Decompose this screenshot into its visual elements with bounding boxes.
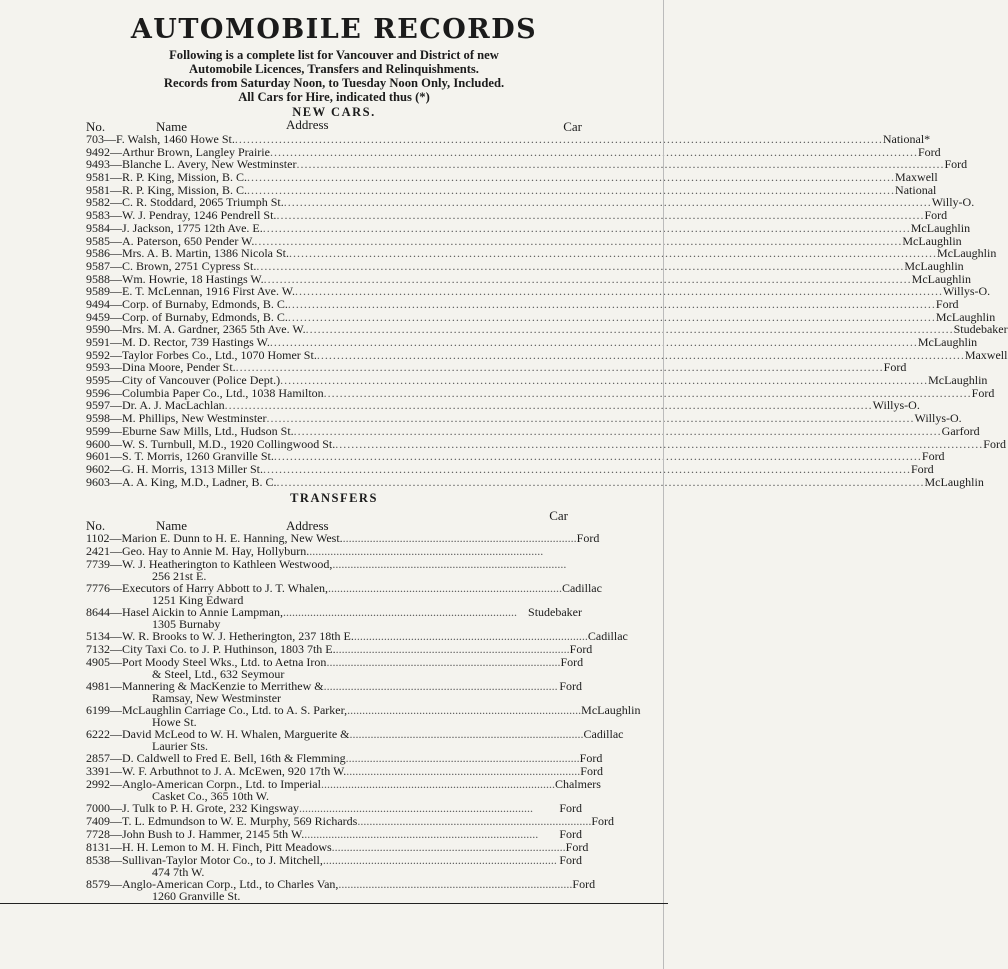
- transfer-entry: [86, 606, 582, 630]
- entry-text: 9597—Dr. A. J. MacLachlan: [86, 398, 225, 413]
- car-make: Ford: [971, 385, 995, 400]
- col-address: Address: [286, 117, 329, 132]
- entry-text: 9583—W. J. Pendray, 1246 Pendrell St.: [86, 208, 277, 223]
- car-make: McLaughlin: [902, 233, 962, 248]
- new-cars-column-headers: [86, 117, 582, 134]
- entry-continuation: 474 7th W.: [152, 865, 205, 880]
- dot-leader: ..............................................................................: [331, 840, 566, 855]
- car-make: McLaughlin: [924, 474, 984, 489]
- intro-line: Following is a complete list for Vancouver and District of new: [169, 48, 499, 62]
- entry-text: 3391—W. F. Arbuthnot to J. A. McEwen, 920 17th W.: [86, 764, 347, 779]
- entry-text: 9586—Mrs. A. B. Martin, 1386 Nicola St.: [86, 246, 289, 261]
- entry-continuation: Ramsay, New Westminster: [152, 691, 282, 706]
- dot-leader: [277, 476, 925, 489]
- car-make: Ford: [565, 840, 589, 855]
- entry-text: 9596—Columbia Paper Co., Ltd., 1038 Hamilton: [86, 385, 324, 400]
- car-make: McLaughlin: [917, 335, 978, 349]
- new-car-entry: [86, 411, 962, 426]
- car-make: Cadillac: [583, 727, 624, 742]
- dot-leader: ..............................................................................: [349, 727, 584, 742]
- new-car-entry: [86, 423, 980, 438]
- entry-text: 8131—H. H. Lemon to M. H. Finch, Pitt Meadows: [86, 840, 332, 855]
- dot-leader: ..............................................................................: [322, 853, 557, 868]
- entry-text: 7409—T. L. Edmundson to W. E. Murphy, 569 Richards: [86, 814, 358, 829]
- entry-text: 7000—J. Tulk to P. H. Grote, 232 Kingsway: [86, 801, 300, 816]
- dot-leader: ..............................................................................: [304, 827, 539, 842]
- entry-text: 9598—M. Phillips, New Westminster: [86, 411, 267, 426]
- entry-text: 2421—Geo. Hay to Annie M. Hay, Hollyburn.: [86, 544, 310, 559]
- entry-text: 9599—Eburne Saw Mills, Ltd., Hudson St.: [86, 423, 294, 438]
- dot-leader: ..............................................................................: [320, 777, 555, 792]
- dot-leader: [294, 425, 942, 438]
- dot-leader: ..............................................................................: [342, 531, 577, 546]
- entry-continuation: Casket Co., 365 10th W.: [152, 789, 270, 804]
- entry-text: 9584—J. Jackson, 1775 12th Ave. E.: [86, 220, 263, 235]
- car-make: Willy-O.: [931, 195, 975, 210]
- entry-text: 9588—Wm. Howrie, 18 Hastings W.: [86, 271, 264, 286]
- car-make: Ford: [911, 461, 934, 476]
- new-car-entry: [86, 335, 978, 349]
- car-make: Ford: [917, 144, 941, 159]
- intro-line: All Cars for Hire, indicated thus (*): [238, 90, 430, 104]
- new-car-entry: [86, 449, 945, 464]
- transfer-entry: [86, 777, 601, 804]
- car-make: Cadillac: [561, 581, 602, 596]
- new-car-entry: [86, 373, 988, 388]
- entry-text: 7739—W. J. Heatherington to Kathleen Westwood,: [86, 557, 333, 572]
- transfer-entry: [86, 656, 582, 680]
- new-car-entry: [86, 296, 959, 311]
- new-car-entry: [86, 220, 971, 235]
- dot-leader: [263, 222, 911, 235]
- col-car: Car: [563, 119, 582, 134]
- dot-leader: ..............................................................................: [327, 581, 562, 596]
- car-make: McLaughlin: [928, 373, 988, 388]
- entry-text: 9492—Arthur Brown, Langley Prairie: [86, 144, 270, 159]
- col-car: Car: [549, 508, 568, 524]
- car-make: Ford: [569, 642, 593, 657]
- col-name: Name: [156, 119, 188, 134]
- entry-text: 2857—D. Caldwell to Fred E. Bell, 16th & Flemming: [86, 751, 346, 766]
- car-make: McLaughlin: [935, 309, 996, 324]
- entry-continuation: & Steel, Ltd., 632 Seymour: [152, 667, 285, 682]
- dot-leader: [288, 298, 936, 311]
- dot-leader: [274, 450, 922, 463]
- col-no: No.: [86, 518, 106, 534]
- entry-text: 9493—Blanche L. Avery, New Westminster: [86, 157, 297, 172]
- new-car-entry: [86, 474, 984, 489]
- entry-text: 6199—McLaughlin Carriage Co., Ltd. to A. S. Parker,: [86, 703, 348, 718]
- entry-continuation: 1251 King Edward: [152, 593, 244, 608]
- dot-leader: [247, 171, 895, 184]
- new-car-entry: [86, 461, 934, 476]
- car-make: National*: [882, 132, 931, 146]
- intro-line: Records from Saturday Noon, to Tuesday Noon Only, Included.: [163, 76, 505, 90]
- car-make: Willys-O.: [914, 411, 962, 426]
- car-make: Ford: [560, 655, 584, 670]
- car-make: Cadillac: [587, 629, 628, 644]
- car-make: Ford: [944, 157, 968, 172]
- car-make: Ford: [591, 814, 614, 829]
- transfers-column-headers: [86, 506, 582, 532]
- dot-leader: ..............................................................................: [282, 605, 517, 620]
- car-make: National: [895, 182, 937, 197]
- car-make: McLaughlin: [904, 258, 964, 273]
- transfers-list: [86, 531, 641, 904]
- dot-leader: ..............................................................................: [332, 557, 567, 572]
- car-make: McLaughlin: [911, 271, 971, 286]
- entry-text: 9587—C. Brown, 2751 Cypress St.: [86, 258, 257, 273]
- car-make: Willys-O.: [943, 284, 991, 299]
- intro-line: Automobile Licences, Transfers and Relinquishments.: [189, 62, 479, 76]
- dot-leader: ..............................................................................: [357, 814, 592, 829]
- new-car-entry: [86, 208, 948, 223]
- dot-leader: ..............................................................................: [347, 703, 582, 718]
- entry-text: 7776—Executors of Harry Abbott to J. T. Whalen,: [86, 581, 328, 596]
- transfer-entry: [86, 581, 602, 608]
- entry-text: 9459—Corp. of Burnaby, Edmonds, B. C.: [86, 309, 288, 324]
- page-edge: [663, 0, 664, 969]
- bottom-rule: [0, 903, 668, 904]
- dot-leader: [266, 412, 914, 425]
- new-car-entry: [86, 132, 931, 146]
- dot-leader: [235, 133, 883, 146]
- new-car-entry: [86, 246, 997, 261]
- car-make: Ford: [559, 679, 582, 694]
- new-cars-list: [86, 132, 1008, 489]
- dot-leader: [263, 463, 911, 476]
- transfers-heading: TRANSFERS: [290, 491, 378, 506]
- entry-continuation: Howe St.: [152, 715, 197, 730]
- entry-text: 9592—Taylor Forbes Co., Ltd., 1070 Homer St.: [86, 347, 317, 362]
- entry-text: 6222—David McLeod to W. H. Whalen, Marguerite &: [86, 727, 350, 742]
- dot-leader: ..............................................................................: [353, 629, 588, 644]
- entry-text: 4981—Mannering & MacKenzie to Merrithew &: [86, 679, 324, 694]
- new-cars-heading: NEW CARS.: [292, 105, 376, 119]
- entry-text: 9590—Mrs. M. A. Gardner, 2365 5th Ave. W.: [86, 322, 306, 337]
- dot-leader: [280, 374, 928, 387]
- dot-leader: ..............................................................................: [338, 877, 573, 892]
- car-make: Studebaker: [528, 605, 582, 620]
- dot-leader: ..............................................................................: [326, 655, 561, 670]
- entry-continuation: 1305 Burnaby: [152, 617, 221, 632]
- entry-text: 9603—A. A. King, M.D., Ladner, B. C.: [86, 474, 277, 489]
- entry-text: 9602—G. H. Morris, 1313 Miller St.: [86, 461, 263, 476]
- dot-leader: [276, 209, 924, 222]
- entry-text: 8579—Anglo-American Corp., Ltd., to Charles Van,: [86, 877, 339, 892]
- car-make: Ford: [559, 827, 582, 842]
- intro-block: [86, 48, 582, 104]
- entry-text: 5134—W. R. Brooks to W. J. Hetherington, 237 18th E.: [86, 629, 354, 644]
- car-make: McLaughlin: [910, 220, 971, 235]
- transfer-entry: [86, 703, 641, 730]
- transfer-entry: [86, 854, 582, 878]
- col-no: No.: [86, 119, 106, 134]
- car-make: Garford: [941, 423, 980, 438]
- dot-leader: ..............................................................................: [346, 764, 581, 779]
- entry-text: 9595—City of Vancouver (Police Dept.): [86, 373, 281, 388]
- entry-continuation: 1260 Granville St.: [152, 889, 241, 904]
- entry-text: 8644—Hasel Aickin to Annie Lampman,: [86, 605, 283, 620]
- entry-text: 9581—R. P. King, Mission, B. C.: [86, 182, 248, 197]
- car-make: Ford: [883, 360, 907, 375]
- dot-leader: ..............................................................................: [345, 751, 580, 766]
- dot-leader: ..............................................................................: [323, 679, 558, 694]
- car-make: Ford: [983, 436, 1006, 451]
- car-make: McLaughlin: [581, 703, 641, 718]
- dot-leader: ..............................................................................: [309, 544, 544, 559]
- transfer-entry: [86, 680, 582, 704]
- entry-text: 7728—John Bush to J. Hammer, 2145 5th W.: [86, 827, 305, 842]
- car-make: Ford: [559, 801, 582, 816]
- car-make: Maxwell: [895, 170, 938, 185]
- car-make: Ford: [580, 764, 603, 779]
- car-make: Ford: [921, 449, 945, 464]
- entry-text: 9581—R. P. King, Mission, B. C.: [86, 170, 248, 185]
- dot-leader: [256, 260, 904, 273]
- car-make: Ford: [935, 296, 959, 311]
- entry-text: 9593—Dina Moore, Pender St.: [86, 360, 236, 375]
- dot-leader: ..............................................................................: [299, 801, 534, 816]
- entry-text: 9589—E. T. McLennan, 1916 First Ave. W.: [86, 284, 295, 299]
- entry-text: 8538—Sullivan-Taylor Motor Co., to J. Mitchell,: [86, 853, 323, 868]
- entry-text: 703—F. Walsh, 1460 Howe St.: [86, 132, 235, 146]
- car-make: Ford: [579, 751, 603, 766]
- car-make: Ford: [572, 877, 596, 892]
- entry-text: 7132—City Taxi Co. to J. P. Huthinson, 1803 7th E.: [86, 642, 336, 657]
- transfer-entry: [86, 558, 582, 582]
- entry-text: 1102—Marion E. Dunn to H. E. Hanning, New West.: [86, 531, 343, 546]
- page-title: AUTOMOBILE RECORDS: [130, 14, 538, 45]
- car-make: Chalmers: [554, 777, 601, 792]
- entry-continuation: Laurier Sts.: [152, 739, 208, 754]
- entry-text: 9600—W. S. Turnbull, M.D., 1920 Collingwood St.: [86, 436, 336, 451]
- car-make: Studebaker: [953, 322, 1008, 337]
- dot-leader: ..............................................................................: [335, 642, 570, 657]
- entry-text: 9582—C. R. Stoddard, 2065 Triumph St.: [86, 195, 284, 210]
- car-make: Ford: [559, 853, 582, 868]
- col-name: Name: [156, 518, 188, 534]
- transfer-entry: [86, 877, 596, 904]
- dot-leader: [289, 247, 937, 260]
- entry-text: 2992—Anglo-American Corpn., Ltd. to Imperial: [86, 777, 321, 792]
- entry-text: 9585—A. Paterson, 650 Pender W.: [86, 233, 255, 248]
- entry-text: 9591—M. D. Rector, 739 Hastings W.: [86, 335, 270, 349]
- entry-continuation: 256 21st E.: [152, 569, 207, 584]
- transfer-entry: [86, 727, 624, 754]
- new-car-entry: [86, 170, 938, 185]
- dot-leader: [270, 336, 918, 349]
- car-make: McLaughlin: [937, 246, 997, 261]
- car-make: Maxwell: [964, 347, 1008, 362]
- entry-text: 4905—Port Moody Steel Wks., Ltd. to Aetna Iron: [86, 655, 327, 670]
- col-address: Address: [286, 518, 329, 534]
- entry-text: 9601—S. T. Morris, 1260 Granville St.: [86, 449, 274, 464]
- car-make: Ford: [576, 531, 600, 546]
- new-car-entry: [86, 258, 964, 273]
- entry-text: 9494—Corp. of Burnaby, Edmonds, B. C.: [86, 296, 288, 311]
- car-make: Ford: [924, 208, 948, 223]
- car-make: Willys-O.: [872, 398, 920, 413]
